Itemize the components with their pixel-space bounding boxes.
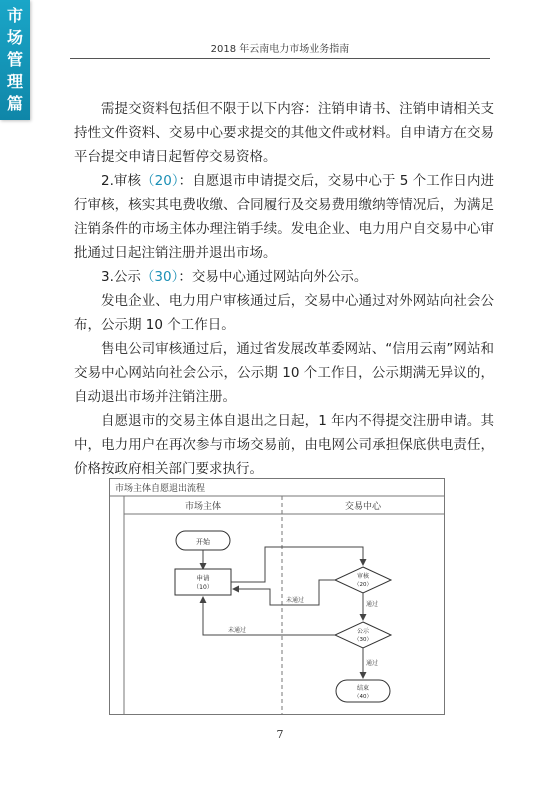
lane-header-trading-center: 交易中心 xyxy=(344,502,382,512)
side-tab-char: 篇 xyxy=(6,94,23,113)
review-pass-label: 通过 xyxy=(366,601,379,608)
body-text xyxy=(74,97,494,481)
side-tab-char: 理 xyxy=(6,72,23,91)
review-fail-label: 未通过 xyxy=(286,597,305,604)
paragraph xyxy=(74,409,494,481)
paragraph xyxy=(74,97,494,169)
review-code: （20） xyxy=(354,582,372,588)
step-code: （20） xyxy=(141,173,179,189)
review-decision xyxy=(335,567,391,593)
end-code: （40） xyxy=(354,694,372,700)
paragraph-text: 自愿退市的交易主体自退出之日起，1 年内不得提交注册申请。其中，电力用户在再次参与市场交易前，由电网公司承担保底供电责任，价格按政府相关部门要求执行。 xyxy=(74,413,494,477)
side-tab-char: 市 xyxy=(6,6,23,25)
paragraph-text: 售电公司审核通过后，通过省发展改革委网站、“信用云南”网站和交易中心网站向社会公示，公示期 10 个工作日，公示期满无异议的，自动退出市场并注销注册。 xyxy=(74,341,494,405)
running-header: 2018 年云南电力市场业务指南 xyxy=(210,44,350,55)
lane-header-market-entity: 市场主体 xyxy=(184,502,222,512)
end-label: 结束 xyxy=(356,685,370,692)
side-tab-char: 管 xyxy=(6,50,23,69)
apply-code: （10） xyxy=(193,584,213,591)
header-divider xyxy=(70,58,490,59)
paragraph xyxy=(74,289,494,337)
flowchart xyxy=(109,478,445,715)
paragraph-text: 发电企业、电力用户审核通过后，交易中心通过对外网站向社会公布，公示期 10 个工作日。 xyxy=(74,293,494,333)
publicize-decision xyxy=(335,622,391,648)
page-number: 7 xyxy=(276,728,284,741)
paragraph xyxy=(74,265,494,289)
paragraph-text: ：交易中心通过网站向外公示。 xyxy=(178,269,368,285)
flowchart-svg xyxy=(110,479,444,714)
section-side-tab xyxy=(0,0,30,120)
publicize-label: 公示 xyxy=(356,628,370,635)
step-label: 3.公示 xyxy=(101,269,141,285)
publicize-fail-label: 未通过 xyxy=(228,627,247,634)
paragraph-text: ：自愿退市申请提交后，交易中心于 5 个工作日内进行审核，核实其电费收缴、合同履行及交易费用缴纳等情况后，为满足注销条件的市场主体办理注销手续。发电企业、电力用户自交易中心审批通过日起注销注册并退出市场。 xyxy=(74,173,495,261)
apply-label: 申请 xyxy=(196,574,210,582)
step-label: 2.审核 xyxy=(101,173,142,189)
step-code: （30） xyxy=(140,269,179,285)
paragraph xyxy=(74,169,494,265)
flowchart-title: 市场主体自愿退出流程 xyxy=(115,484,206,494)
publicize-pass-label: 通过 xyxy=(366,660,379,667)
apply-process-box xyxy=(175,569,231,595)
review-label: 审核 xyxy=(356,573,370,580)
paragraph-text: 需提交资料包括但不限于以下内容：注销申请书、注销申请相关支持性文件资料、交易中心要求提交的其他文件或材料。自申请方在交易平台提交申请日起暂停交易资格。 xyxy=(74,101,494,165)
start-label: 开始 xyxy=(196,538,210,546)
side-tab-char: 场 xyxy=(6,28,23,47)
paragraph xyxy=(74,337,494,409)
publicize-code: （30） xyxy=(354,637,372,643)
